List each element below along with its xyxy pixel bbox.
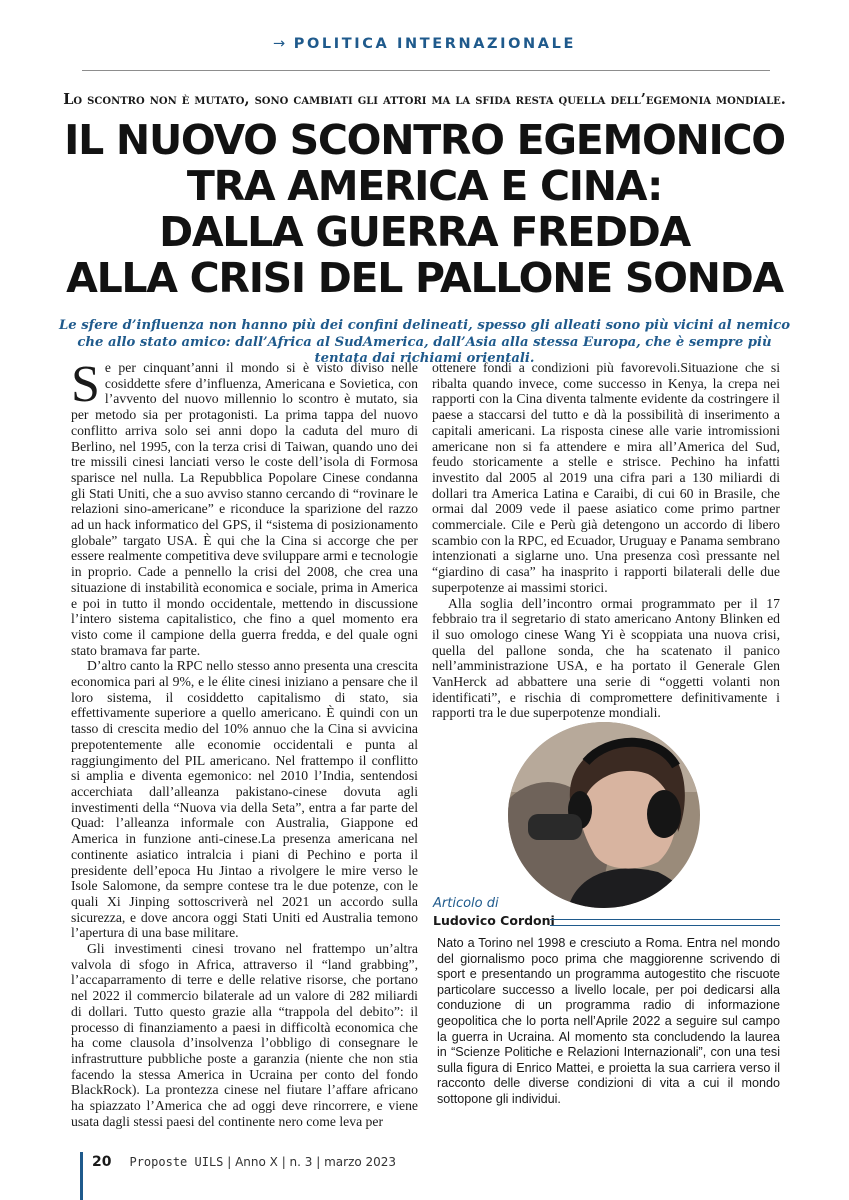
headline	[0, 117, 849, 301]
headline-line: DALLA GUERRA FREDDA	[159, 208, 690, 256]
article-column-right	[432, 360, 780, 721]
author-name: Ludovico Cordoni	[433, 913, 555, 928]
article-paragraph	[71, 356, 418, 658]
article-paragraph: ottenere fondi a condizioni più favorevoli.Situazione che si ribalta quando invece, come successo in Kenya, la crepa nei rapporti con la Cina diventa talmente evidente da costringere il paese a staccarsi del tutto e dà la possibilità di inserimento a capitali americani. La risposta cinese alle varie intromissioni americane non si fa attendere e mira all’America del Sud, feudo storicamente a stelle e strisce. Pechino ha infatti investito dal 2005 al 2019 una cifra pari a 130 miliardi di dollari tra America Latina e Caraibi, di cui 60 in Brasile, che ormai dal 2009 vede il paese asiatico come primo partner commerciale. Cile e Perù già detengono un accordo di libero scambio con la RPC, ed Ecuador, Uruguay e Panama sembrano intenzionati a siglarne uno. Una presenza così pressante nel “giardino di casa” ha inasprito i rapporti bilaterali delle due superpotenze ai massimi storici.	[432, 360, 780, 595]
issue-details: | Anno X | n. 3 | marzo 2023	[223, 1155, 397, 1169]
page-number: 20	[92, 1154, 112, 1170]
author-portrait-image	[508, 722, 700, 908]
standfirst: Le sfere d’influenza non hanno più dei confini delineati, spesso gli alleati sono più vicini al nemico che allo stato amico: dall’Africa al SudAmerica, dall’Asia alla stessa Europa, che è sempre più tentata dai richiami orientali.	[58, 318, 791, 366]
article-column-left	[71, 356, 418, 1129]
header-rule	[82, 70, 770, 71]
footer-accent-bar	[80, 1152, 83, 1200]
publication-name: Proposte UILS	[129, 1155, 224, 1169]
headline-line: ALLA CRISI DEL PALLONE SONDA	[66, 254, 783, 302]
headline-line: IL NUOVO SCONTRO EGEMONICO	[64, 116, 785, 164]
article-paragraph: Alla soglia dell’incontro ormai programmato per il 17 febbraio tra il segretario di stato americano Antony Blinken ed il suo omologo cinese Wang Yi è scoppiata una nuova crisi, quella del pallone sonda, che ha scatenato il panico nell’amministrazione USA, e ha portato il Generale Glen VanHerck ad abbattere una serie di “oggetti volanti non identificati”, e rischia di compromettere definitivamente i rapporti tra le due superpotenze mondiali.	[432, 595, 780, 721]
byline-intro: Articolo di	[433, 896, 499, 911]
author-bio: Nato a Torino nel 1998 e cresciuto a Roma. Entra nel mondo del giornalismo poco prima che maggiorenne scrivendo di sport e presentando un programma autogestito che riscuote particolare successo a livello locale, per poi dedicarsi alla conduzione di un programma radio di informazione geopolitica che lo porta nell’Aprile 2022 a seguire sul campo la guerra in Ucraina. Al momento sta concludendo la laurea in “Scienze Politiche e Relazioni Internazionali”, con una tesi sulla figura di Enrico Mattei, e proietta la sua carriera verso il racconto delle diverse condizioni di vita a cui il mondo sottopone gli individui.	[437, 936, 780, 1106]
author-photo	[508, 722, 700, 908]
drop-cap: S	[71, 356, 100, 413]
kicker: Lo scontro non è mutato, sono cambiati gli attori ma la sfida resta quella dell’egemonia mondiale.	[63, 91, 786, 108]
headline-line: TRA AMERICA E CINA:	[186, 162, 663, 210]
footer	[92, 1154, 396, 1170]
section-label	[0, 36, 849, 52]
article-paragraph: Gli investimenti cinesi trovano nel frattempo un’altra valvola di sfogo in Africa, attraverso il “land grabbing”, l’accaparramento di terre e delle relative risorse, che portano nel 2022 il commercio bilaterale ad un valore di 282 miliardi di dollari. Tutto questo grazie alla “trappola del debito”: il processo di finanziamento a paesi in difficoltà economica che ha come clausola d’insolvenza l’obbligo di consegnare le infrastrutture pubbliche poste a garanzia (niente che non stia facendo la stessa America in Ucraina per conto del fondo BlackRock). La prontezza cinese nel fiutare l’affare africano ha spiazzato l’America che ad oggi deve rincorrere, e viene usata dagli stessi paesi del continente nero come leva per	[71, 941, 418, 1129]
paragraph-text: e per cinquant’anni il mondo si è visto diviso nelle cosiddette sfere d’influenza, Americana e Sovietica, con l’avvento del nuovo millennio lo scontro è mutato, sia per metodo sia per protagonisti. La prima tappa del nuovo conflitto arriva solo sei anni dopo la caduta del muro di Berlino, nel 1995, con la terza crisi di Taiwan, quando uno dei tre missili cinesi lanciati verso le coste dell’isola di Formosa sparisce nel nulla. La Repubblica Popolare Cinese condanna gli Stati Uniti, che a suo avviso stanno cercando di “rovinare le relazioni sino-americane” e riconduce la sparizione del razzo ad un hack informatico del GPS, il “sistema di posizionamento globale” targato USA. È qui che la Cina si accorge che per essere realmente competitiva deve sviluppare armi e tecnologie in proprio. Cade a pennello la crisi del 2008, che crea una situazione di instabilità economica e sociale, prima in America e poi in tutto il mondo occidentale, mettendo in discussione l’intero sistema capitalistico, che fino a quel momento era visto come il campione della guerra fredda, e del quale ogni stato bramava far parte.	[71, 360, 418, 658]
arrow-right-icon: →	[273, 36, 288, 52]
byline-rule	[550, 919, 780, 926]
section-title: POLITICA INTERNAZIONALE	[293, 36, 576, 52]
article-paragraph: D’altro canto la RPC nello stesso anno presenta una crescita economica pari al 9%, e le élite cinesi iniziano a pensare che il loro sistema, il cosiddetto capitalismo di stato, sia effettivamente superiore a quello americano. È quindi con un tasso di crescita medio del 10% annuo che la Cina si avvicina prepotentemente alle economie occidentali e punta al raggiungimento del PIL americano. Nel frattempo il conflitto si amplia e diventa egemonico: nel 2010 l’India, sentendosi accerchiata dall’alleanza pakistano-cinese dovuta agli investimenti della “Nuova via della Seta”, entra a far parte del Quad: l’alleanza informale con Australia, Giappone ed America in funzione anti-cinese.La presenza americana nel continente asiatico intralcia i piani di Pechino e porta il presidente dell’epoca Hu Jintao a rivolgere le mire verso le Isole Salomone, da sempre contese tra le due potenze, con le quali Xi Jinping sottoscriverà nel 2021 un accordo sulla sicurezza, e dove ancora oggi Stati Uniti ed Australia temono l’apertura di una base militare.	[71, 658, 418, 941]
